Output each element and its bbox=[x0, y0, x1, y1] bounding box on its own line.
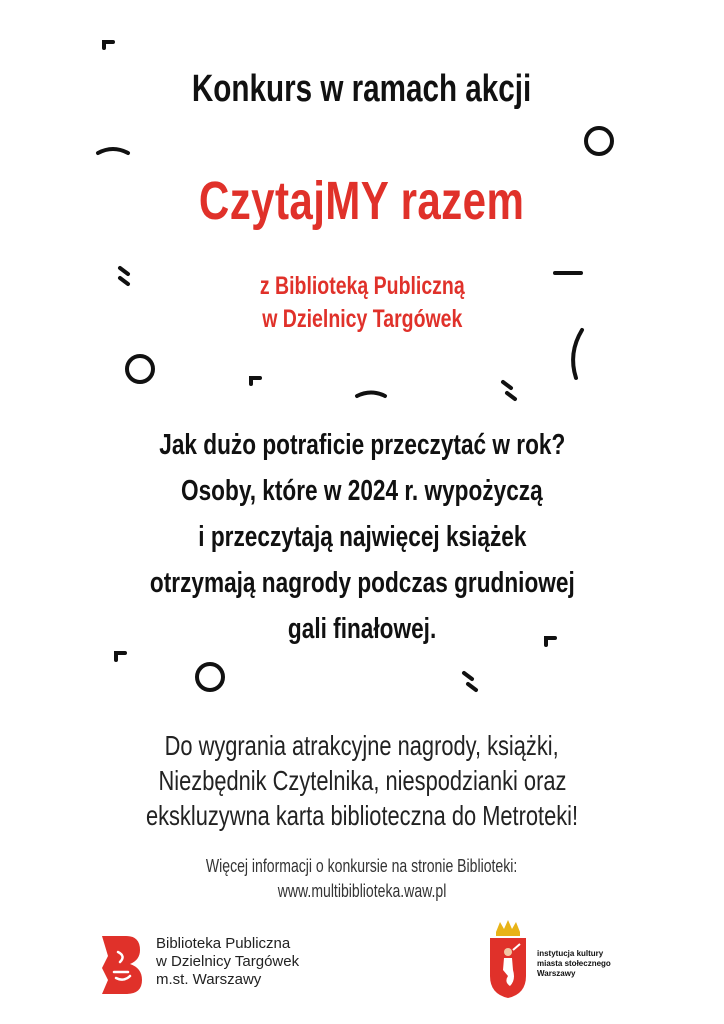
deco-squiggle bbox=[503, 382, 515, 399]
deco-circle bbox=[586, 128, 612, 154]
institution-label: instytucja kultury miasta stołecznego Warszawy bbox=[537, 949, 611, 978]
more-info: Więcej informacji o konkursie na stronie Biblioteki: www.multibiblioteka.waw.pl bbox=[0, 854, 724, 904]
deco-circle bbox=[197, 664, 223, 690]
page-title: CzytajMY razem bbox=[199, 171, 525, 231]
library-logo-icon bbox=[100, 934, 144, 996]
pretitle: Konkurs w ramach akcji bbox=[192, 68, 532, 110]
deco-arc bbox=[357, 393, 385, 397]
deco-paren bbox=[573, 330, 582, 378]
library-name: Biblioteka Publiczna w Dzielnicy Targówek m.st. Warszawy bbox=[156, 935, 300, 988]
deco-circle bbox=[127, 356, 153, 382]
deco-corner bbox=[116, 653, 125, 660]
deco-corner bbox=[251, 378, 260, 384]
contest-description: Jak dużo potraficie przeczytać w rok? Osoby, które w 2024 r. wypożyczą i przeczytają najwięcej książek otrzymają nagrody podczas grudniowej gali finałowej. bbox=[149, 429, 575, 645]
warsaw-coat-of-arms-icon bbox=[486, 920, 530, 1000]
subtitle: z Biblioteką Publiczną w Dzielnicy Targówek bbox=[259, 272, 465, 333]
website-link[interactable]: www.multibiblioteka.waw.pl bbox=[277, 881, 447, 901]
deco-squiggle bbox=[464, 673, 476, 690]
deco-corner bbox=[104, 42, 113, 48]
prize-description: Do wygrania atrakcyjne nagrody, książki, Niezbędnik Czytelnika, niespodzianki oraz ekskluzywna karta biblioteczna do Metroteki! bbox=[145, 730, 579, 831]
deco-arc bbox=[98, 149, 128, 153]
